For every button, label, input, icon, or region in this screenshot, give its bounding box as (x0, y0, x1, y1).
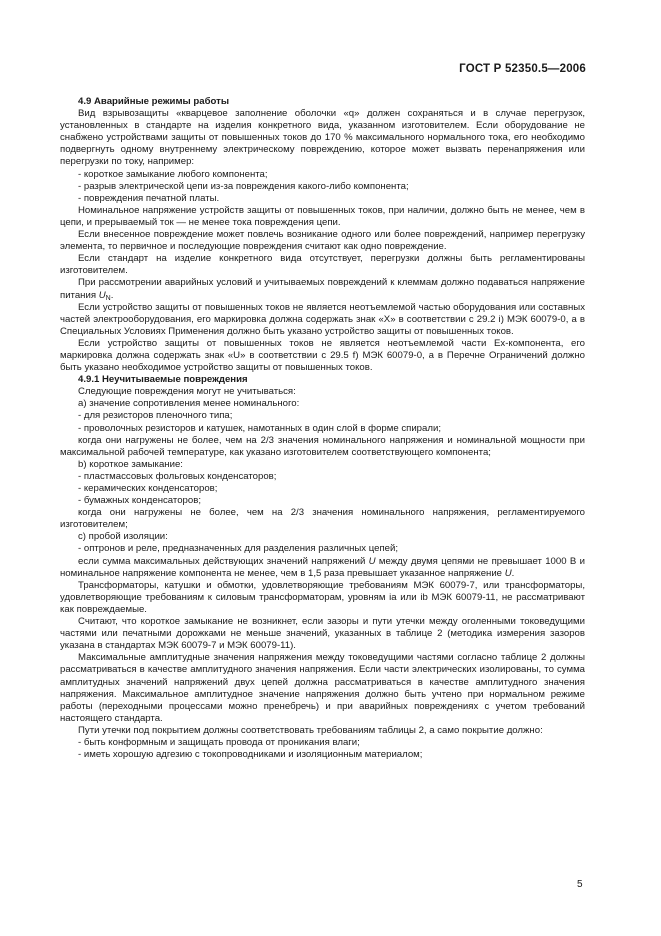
paragraph: Номинальное напряжение устройств защиты от повышенных токов, при наличии, должно быть не менее, чем в цепи, и прерываемый ток — не менее тока повреждения цепи. (60, 204, 585, 228)
list-item: - иметь хорошую адгезию с токопроводниками и изоляционным материалом; (78, 749, 423, 761)
list-item: - пластмассовых фольговых конденсаторов; (78, 470, 277, 482)
variable: U (504, 567, 512, 579)
text-run: между двумя цепями не превышает 1000 В и номинальное напряжение компонента не менее, чем в 1,5 раза превышает указанное напряжение (60, 555, 586, 579)
paragraph (60, 556, 585, 580)
list-item: - короткое замыкание любого компонента; (78, 168, 268, 180)
subsection-title: 4.9.1 Неучитываемые повреждения (78, 374, 248, 386)
paragraph: Вид взрывозащиты «кварцевое заполнение оболочки «q» должен сохраняться и в случае перегрузок, установленных в стандарте на изделия конкретного вида, указанном изготовителем. Если оборудование не снабжено устройствами защиты от повышенных токов до 170 % максимального нормального тока, его необходимо подвергнуть одному внутреннему электрическому повреждению, которое может вызвать перенапряжения или перегрузки по току, например: (60, 108, 585, 168)
text-run: При рассмотрении аварийных условий и учитываемых повреждений к клеммам должно подаваться напряжение питания (60, 277, 585, 301)
paragraph (60, 277, 585, 301)
list-item: - оптронов и реле, предназначенных для разделения различных цепей; (78, 543, 398, 555)
list-heading: с) пробой изоляции: (78, 531, 168, 543)
paragraph: Следующие повреждения могут не учитываться: (78, 386, 296, 398)
list-item: - бумажных конденсаторов; (78, 495, 201, 507)
paragraph: Трансформаторы, катушки и обмотки, удовлетворяющие требованиям МЭК 60079-7, или трансформаторы, удовлетворяющие требованиям к силовым трансформаторам, уровням ia или ib МЭК 60079-11, не рассматривают как повреждаемые. (60, 579, 585, 615)
variable: U (98, 289, 106, 301)
variable: U (368, 555, 376, 567)
paragraph: Если стандарт на изделие конкретного вида отсутствует, перегрузки должны быть регламентированы изготовителем. (60, 253, 585, 277)
paragraph: когда они нагружены не более, чем на 2/3 значения номинального напряжения, регламентируемого изготовителем; (60, 507, 585, 531)
list-heading: а) значение сопротивления менее номинального: (78, 398, 300, 410)
paragraph: Считают, что короткое замыкание не возникнет, если зазоры и пути утечки между оголенными токоведущими частями или печатными дорожками не меньше значений, указанных в таблице 2 (методика измерения зазоров указана в стандартах МЭК 60079-7 и МЭК 60079-11). (60, 616, 585, 652)
paragraph: Если устройство защиты от повышенных токов не является неотъемлемой части Ex-компонента, его маркировка должна содержать знак «U» в соответствии с 29.5 f) МЭК 60079-0, а в Перечне Ограничений должно быть указано необходимое устройство защиты от повышенных токов. (60, 337, 585, 374)
text-run: . (511, 567, 515, 579)
document-code: ГОСТ Р 52350.5—2006 (459, 63, 586, 75)
list-item: - проволочных резисторов и катушек, намотанных в один слой в форме спирали; (78, 422, 441, 434)
paragraph: когда они нагружены не более, чем на 2/3 значения номинального напряжения и номинальной мощности при максимальной рабочей температуре, как указано изготовителем соответствующего компонента; (60, 434, 585, 458)
list-item: - повреждения печатной платы. (78, 192, 220, 204)
page-body (60, 96, 585, 761)
list-item: - разрыв электрической цепи из-за повреждения какого-либо компонента; (78, 180, 409, 192)
paragraph: Если внесенное повреждение может повлечь возникание одного или более повреждений, например перегрузку элемента, то первичное и последующие повреждения считают как одно повреждение. (60, 229, 585, 253)
paragraph: Если устройство защиты от повышенных токов не является неотъемлемой частью оборудования или составных частей электрооборудования, его маркировка должна содержать знак «X» в соответствии с 29.2 i) МЭК 60079-0, а в Специальных Условиях Применения должно быть указано устройство защиты от повышенных токов. (60, 301, 585, 337)
list-heading: b) короткое замыкание: (78, 458, 183, 470)
paragraph: Максимальные амплитудные значения напряжения между токоведущими частями согласно таблице 2 должны рассматриваться в качестве амплитудного значения напряжения. Если части электрических изолированы, то сумма амплитудных значений напряжений двух цепей должна рассматриваться в качестве амплитудного значения напряжения. Максимальное амплитудное значение напряжения должно быть учтено при нормальном режиме работы (переходными процессами можно пренебречь) и при аварийных повреждениях с учетом требований настоящего стандарта. (60, 652, 585, 724)
list-item: - быть конформным и защищать провода от проникания влаги; (78, 736, 360, 748)
variable-subscript: N (105, 294, 111, 302)
section-title: 4.9 Аварийные режимы работы (78, 96, 230, 107)
paragraph: Пути утечки под покрытием должны соответствовать требованиям таблицы 2, а само покрытие должно: (78, 724, 543, 736)
list-item: - керамических конденсаторов; (78, 483, 218, 494)
text-run: . (110, 289, 114, 301)
list-item: - для резисторов пленочного типа; (78, 410, 233, 422)
text-run: если сумма максимальных действующих значений напряжений (78, 555, 369, 567)
page-number: 5 (577, 879, 583, 890)
